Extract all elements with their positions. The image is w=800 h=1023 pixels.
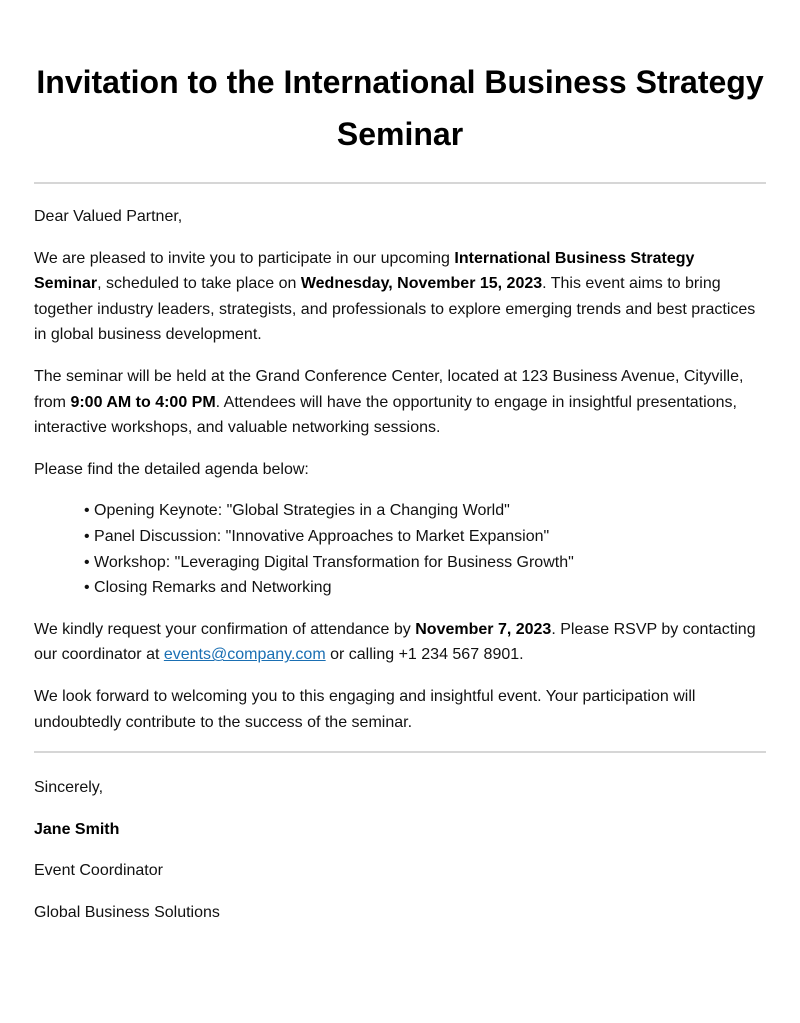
seminar-time: 9:00 AM to 4:00 PM — [70, 393, 216, 411]
greeting: Dear Valued Partner, — [34, 208, 183, 225]
signer-company: Global Business Solutions — [34, 903, 220, 921]
letter-body — [34, 204, 766, 735]
signer-role: Event Coordinator — [34, 862, 163, 880]
agenda-intro: Please find the detailed agenda below: — [34, 460, 309, 478]
rsvp-text-2: . Please RSVP by contacting our coordinator at — [34, 620, 756, 664]
rsvp-deadline: November 7, 2023 — [415, 620, 552, 638]
agenda-list — [34, 498, 766, 600]
signature-block — [34, 775, 766, 925]
intro-text-2: , scheduled to take place on — [97, 275, 301, 293]
bottom-divider — [34, 751, 766, 753]
rsvp-text-1: We kindly request your confirmation of attendance by — [34, 620, 416, 638]
top-divider — [34, 182, 766, 184]
agenda-item: • Panel Discussion: "Innovative Approaches to Market Expansion" — [84, 527, 550, 545]
agenda-item: • Workshop: "Leveraging Digital Transformation for Business Growth" — [84, 553, 574, 571]
intro-paragraph — [34, 246, 766, 348]
page-title: Invitation to the International Business Strategy Seminar — [36, 64, 764, 152]
email-link[interactable]: events@company.com — [163, 646, 326, 664]
invitation-letter — [34, 0, 766, 925]
venue-paragraph — [34, 364, 766, 441]
signer-name: Jane Smith — [34, 820, 120, 838]
intro-text-1: We are pleased to invite you to participate in our upcoming — [34, 249, 455, 267]
intro-text-3: . This event aims to bring together industry leaders, strategists, and professionals to explore emerging trends and best practices in global business development. — [34, 275, 756, 344]
seminar-date: Wednesday, November 15, 2023 — [300, 275, 543, 293]
rsvp-paragraph — [34, 617, 766, 668]
venue-text-2: . Attendees will have the opportunity to engage in insightful presentations, interactive workshops, and valuable networking sessions. — [34, 393, 737, 437]
agenda-item: • Closing Remarks and Networking — [84, 579, 332, 597]
closing-word: Sincerely, — [34, 779, 104, 797]
seminar-name: International Business Strategy Seminar — [34, 249, 695, 293]
closing-paragraph: We look forward to welcoming you to this engaging and insightful event. Your participation will undoubtedly contribute to the success of the seminar. — [34, 687, 696, 731]
venue-text-1: The seminar will be held at the Grand Conference Center, located at 123 Business Avenue, Cityville, from — [34, 367, 744, 411]
agenda-item: • Opening Keynote: "Global Strategies in a Changing World" — [84, 502, 510, 520]
rsvp-text-3: or calling +1 234 567 8901. — [325, 646, 524, 664]
